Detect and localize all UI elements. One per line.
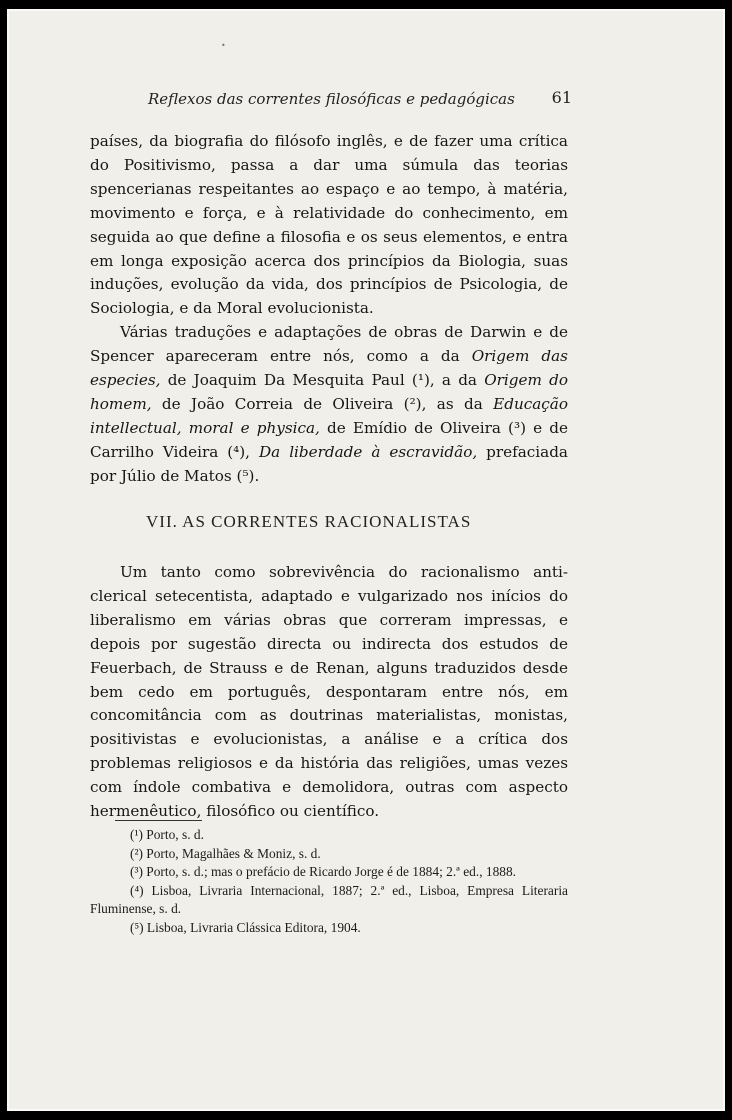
footnote: (²) Porto, Magalhães & Moniz, s. d. [130,845,321,861]
paragraph-continuation: países, da biografia do filósofo inglês, e de fazer uma crítica do Positivismo, passa a dar uma súmula das teorias spencerianas respeitantes ao espaço e ao tempo, à matéria, movimento e força, e à relatividade do conhecimento, em seguida ao que define a filosofia e os seus elementos, e entra em longa exposição acerca dos princípios da Biologia, suas induções, evolução da vida, dos princípios de Psicologia, de Sociologia, e da Moral evolucionista. [90,132,568,318]
text-run: Várias traduções e adaptações de obras de Darwin e de Spencer apareceram entre nós, como a da [90,323,568,366]
ink-speck: • [221,41,226,50]
running-header [148,86,572,114]
italic-title: Educação intellectual, moral e physica, [90,394,568,437]
body-text-bottom [90,561,568,824]
text-run: de Emídio de Oliveira (³) e de Carrilho Videira (⁴), [90,418,569,461]
running-title: Reflexos das correntes filosóficas e pedagógicas [148,90,515,108]
italic-title: Origem do homem, [90,371,568,413]
italic-title: Da liberdade à escravidão, [258,442,478,461]
text-run: de João Correia de Oliveira (²), as da [151,394,494,413]
footnote: (⁵) Lisboa, Livraria Clássica Editora, 1904. [130,919,361,935]
footnote-rule [115,820,202,821]
footnotes [90,826,568,937]
paragraph-rationalism: Um tanto como sobrevivência do racionalismo anti-clerical setecentista, adaptado e vulgarizado nos inícios do liberalismo em várias obras que correram impressas, e depois por sugestão directa ou indirecta dos estudos de Feuerbach, de Strauss e de Renan, alguns traduzidos desde bem cedo em português, despontaram entre nós, em concomitância com as doutrinas materialistas, monistas, positivistas e evolucionistas, a análise e a crítica dos problemas religiosos e da história das religiões, umas vezes com índole combativa e demolidora, outras com aspecto hermenêutico, filosófico ou científico. [90,563,568,821]
footnote: (⁴) Lisboa, Livraria Internacional, 1887; 2.ª ed., Lisboa, Empresa Literaria Fluminense, s. d. [90,882,568,916]
page-number: 61 [551,88,572,107]
section-heading: VII. AS CORRENTES RACIONALISTAS [146,512,472,531]
body-text-top [90,130,568,489]
footnote: (³) Porto, s. d.; mas o prefácio de Ricardo Jorge é de 1884; 2.ª ed., 1888. [130,864,517,879]
italic-title: Origem das especies, [90,347,568,390]
footnote: (¹) Porto, s. d. [130,827,204,842]
text-run: de Joaquim Da Mesquita Paul (¹), a da [160,371,485,390]
text-run: prefaciada por Júlio de Matos (⁵). [90,442,568,485]
paragraph-translations [90,321,568,488]
